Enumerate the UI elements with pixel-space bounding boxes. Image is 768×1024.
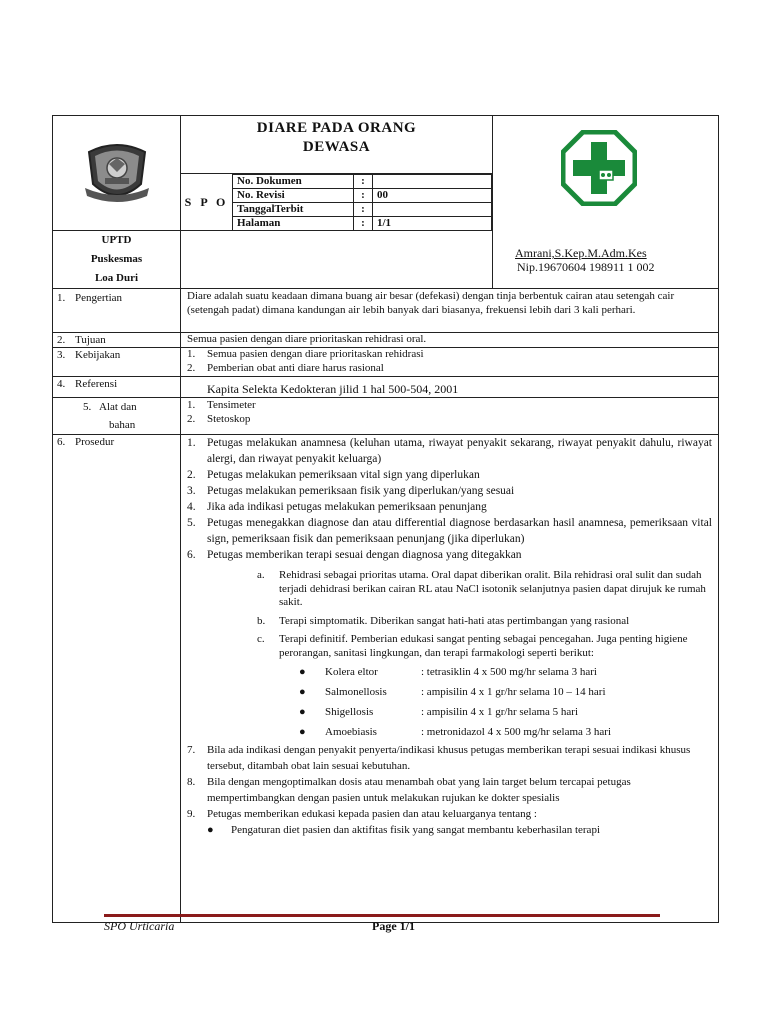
- meta-label: TanggalTerbit: [233, 203, 354, 217]
- meta-value: 1/1: [373, 217, 492, 231]
- org-location: Loa Duri: [94, 272, 139, 284]
- row-label-bahan: bahan: [109, 419, 136, 431]
- document-meta-table: [232, 174, 492, 231]
- footer-rule: [104, 914, 660, 917]
- step-number: 8.: [187, 776, 196, 788]
- drug-item: [299, 722, 712, 742]
- signer-nip: Nip.19670604 198911 1 002: [517, 260, 655, 274]
- substep-text: Terapi definitif. Pemberian edukasi sangat penting sebagai pencegahan. Juga penting higiene perorangan, sanitasi lingkungan, dan terapi farmakologi seperti berikut:: [279, 633, 688, 659]
- drug-item: [299, 662, 712, 682]
- substep-letter: a.: [257, 569, 265, 581]
- bullet-icon: ●: [299, 666, 306, 678]
- substep-text: Rehidrasi sebagai prioritas utama. Oral dapat diberikan oralit. Bila rehidrasi oral sulit dan sudah terjadi dehidrasi berikan cairan RL atau NaCl isotonik selanjutnya pasien dapat dirujuk ke rumah sakit.: [279, 569, 706, 608]
- document-title: DIARE PADA ORANG DEWASA: [256, 120, 417, 155]
- bullet-icon: ●: [299, 686, 306, 698]
- item-text: Stetoskop: [207, 413, 251, 425]
- list-item: [187, 348, 712, 362]
- procedure-step: [187, 499, 712, 515]
- bullet-icon: ●: [299, 726, 306, 738]
- spo-table: [52, 115, 719, 923]
- procedure-step: [187, 483, 712, 499]
- item-number: 2.: [187, 413, 196, 425]
- meta-sep: :: [354, 175, 373, 189]
- step-text: Petugas menegakkan diagnose dan atau differential diagnose berdasarkan hasil anamnesa, pemeriksaan vital sign, pemeriksaan fisik dan pemeriksaan penunjang (jika diperlukan): [207, 517, 712, 545]
- disease-name: Amoebiasis: [325, 726, 377, 738]
- list-item: [187, 362, 712, 376]
- row-label-prosedur: Prosedur: [75, 436, 115, 448]
- spo-label: S P O: [184, 194, 229, 209]
- step-number: 5.: [187, 517, 196, 529]
- step-number: 1.: [187, 437, 196, 449]
- row-number: 3.: [57, 349, 66, 361]
- row-number: 6.: [57, 436, 66, 448]
- item-text: Tensimeter: [207, 399, 256, 411]
- disease-name: Salmonellosis: [325, 686, 387, 698]
- row-number: 2.: [57, 334, 66, 346]
- org-puskesmas: Puskesmas: [90, 253, 143, 265]
- therapy-substep: [257, 569, 712, 610]
- disease-name: Kolera eltor: [325, 666, 378, 678]
- procedure-step: [187, 775, 712, 806]
- bullet-icon: ●: [299, 706, 306, 718]
- meta-sep: :: [354, 189, 373, 203]
- row-number: 5.: [83, 401, 92, 413]
- disease-name: Shigellosis: [325, 706, 374, 718]
- org-uptd: UPTD: [101, 234, 132, 246]
- drug-item: [299, 682, 712, 702]
- regency-logo-cell: [53, 116, 181, 231]
- item-number: 1.: [187, 399, 196, 411]
- footer-page-number: Page 1/1: [372, 919, 415, 933]
- therapy-substep: [257, 633, 712, 660]
- row-label-tujuan: Tujuan: [75, 334, 106, 346]
- puskesmas-logo-icon: [561, 130, 637, 206]
- substep-letter: b.: [257, 614, 266, 627]
- procedure-step: [187, 547, 712, 563]
- education-bullet: [207, 823, 712, 839]
- item-number: 1.: [187, 348, 196, 360]
- signer-name: Amrani,S.Kep.M.Adm.Kes: [515, 246, 647, 260]
- row-label-kebijakan: Kebijakan: [75, 349, 121, 361]
- meta-value: [373, 203, 492, 217]
- step-text: Petugas memberikan terapi sesuai dengan diagnosa yang ditegakkan: [207, 549, 522, 561]
- step-number: 6.: [187, 549, 196, 561]
- meta-sep: :: [354, 217, 373, 231]
- meta-label: Halaman: [233, 217, 354, 231]
- drug-item: [299, 702, 712, 722]
- drug-dose: : ampisilin 4 x 1 gr/hr selama 10 – 14 hari: [421, 686, 606, 698]
- step-text: Petugas melakukan pemeriksaan vital sign yang diperlukan: [207, 469, 480, 481]
- row-label-pengertian: Pengertian: [75, 292, 123, 304]
- procedure-step: [187, 807, 712, 823]
- list-item: [187, 412, 712, 426]
- row-number: 1.: [57, 292, 66, 304]
- meta-value: [373, 175, 492, 189]
- meta-label: No. Revisi: [233, 189, 354, 203]
- procedure-step: [187, 435, 712, 467]
- therapy-substep: [257, 615, 712, 629]
- tujuan-text: Semua pasien dengan diare prioritaskan rehidrasi oral.: [187, 333, 427, 345]
- meta-label: No. Dokumen: [233, 175, 354, 189]
- drug-dose: : metronidazol 4 x 500 mg/hr selama 3 hari: [421, 726, 612, 738]
- meta-value: 00: [373, 189, 492, 203]
- item-text: Pemberian obat anti diare harus rasional: [207, 361, 384, 374]
- step-text: Petugas melakukan anamnesa (keluhan utama, riwayat penyakit sekarang, riwayat penyakit dahulu, riwayat alergi, dan riwayat penyakit keluarga): [207, 437, 712, 465]
- meta-sep: :: [354, 203, 373, 217]
- step-number: 3.: [187, 485, 196, 497]
- substep-text: Terapi simptomatik. Diberikan sangat hati-hati atas pertimbangan yang rasional: [279, 614, 630, 627]
- step-number: 9.: [187, 808, 196, 820]
- substep-letter: c.: [257, 633, 265, 645]
- row-number: 4.: [57, 378, 66, 390]
- row-label-alat: Alat dan: [99, 401, 137, 413]
- procedure-step: [187, 467, 712, 483]
- procedure-step: [187, 515, 712, 547]
- drug-dose: : ampisilin 4 x 1 gr/hr selama 5 hari: [421, 706, 579, 718]
- bullet-text: Pengaturan diet pasien dan aktifitas fisik yang sangat membantu keberhasilan terapi: [231, 823, 600, 836]
- step-number: 2.: [187, 469, 196, 481]
- step-text: Bila ada indikasi dengan penyakit penyerta/indikasi khusus petugas memberikan terapi sesuai indikasi khusus tersebut, ditambah obat lain sesuai kebutuhan.: [207, 744, 691, 772]
- step-text: Bila dengan mengoptimalkan dosis atau menambah obat yang lain target belum tercapai petugas mempertimbangkan dengan pasien untuk melakukan rujukan ke dokter spesialis: [207, 776, 631, 804]
- regency-seal-icon: [83, 138, 151, 204]
- list-item: [187, 398, 712, 412]
- step-text: Petugas melakukan pemeriksaan fisik yang diperlukan/yang sesuai: [207, 485, 515, 497]
- item-number: 2.: [187, 361, 196, 374]
- footer-document-name: SPO Urticaria: [104, 919, 175, 933]
- step-number: 4.: [187, 501, 196, 513]
- pengertian-text: Diare adalah suatu keadaan dimana buang air besar (defekasi) dengan tinja berbentuk cairan atau setengah cair (setengah padat) dimana kandungan air lebih banyak dari biasanya, frekuensi lebih dari 3 kali perhari.: [187, 290, 675, 316]
- drug-dose: : tetrasiklin 4 x 500 mg/hr selama 3 hari: [421, 666, 597, 678]
- step-text: Petugas memberikan edukasi kepada pasien dan atau keluarganya tentang :: [207, 808, 537, 820]
- step-text: Jika ada indikasi petugas melakukan pemeriksaan penunjang: [207, 501, 487, 513]
- bullet-icon: ●: [207, 823, 214, 836]
- procedure-step: [187, 743, 712, 774]
- step-number: 7.: [187, 744, 196, 756]
- referensi-text: Kapita Selekta Kedokteran jilid 1 hal 500-504, 2001: [207, 382, 459, 396]
- item-text: Semua pasien dengan diare prioritaskan rehidrasi: [207, 348, 424, 360]
- row-label-referensi: Referensi: [75, 378, 118, 390]
